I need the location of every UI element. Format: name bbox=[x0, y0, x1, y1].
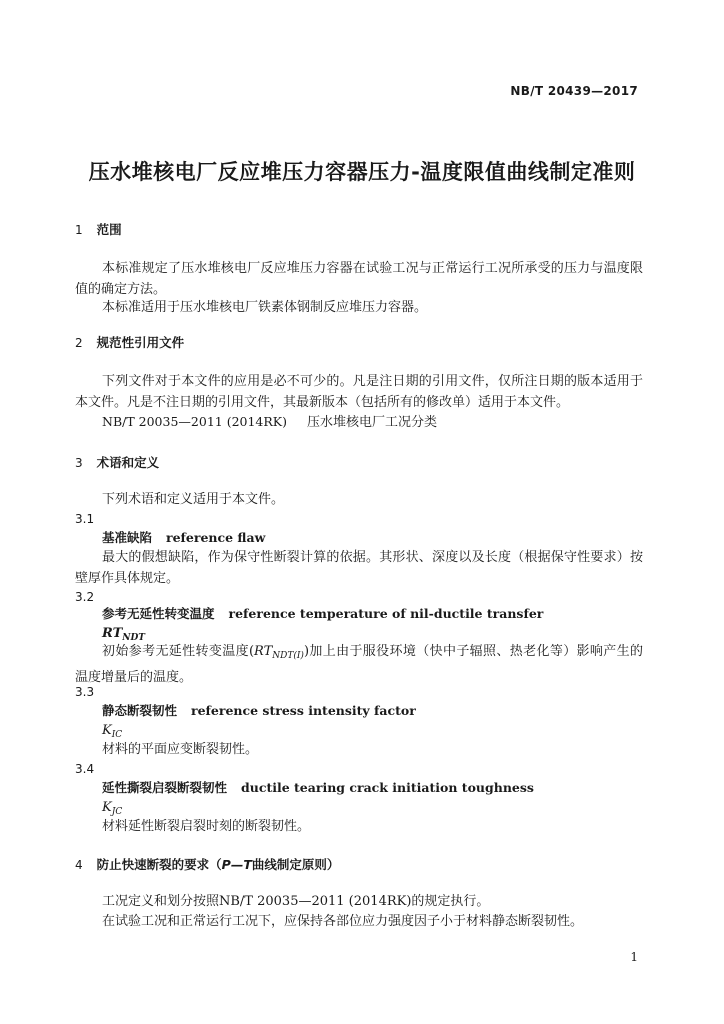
term-definition: 材料延性断裂启裂时刻的断裂韧性。 bbox=[102, 819, 311, 834]
section-1-heading bbox=[75, 220, 122, 241]
standard-code: NB/T 20439—2017 bbox=[510, 84, 638, 98]
reference-title: 压水堆核电厂工况分类 bbox=[307, 415, 438, 430]
section-2-heading bbox=[75, 333, 184, 354]
term-number: 3.4 bbox=[75, 762, 95, 776]
term-chinese-name: 延性撕裂启裂断裂韧性 bbox=[102, 780, 228, 795]
section-number: 2 bbox=[75, 336, 83, 350]
term-english-name: reference stress intensity factor bbox=[191, 703, 416, 718]
term-heading bbox=[102, 604, 543, 625]
section-1-paragraph-1: 本标准规定了压水堆核电厂反应堆压力容器在试验工况与正常运行工况所承受的压力与温度限值的确定方法。 bbox=[75, 261, 643, 297]
term-definition: 初始参考无延性转变温度$(RT_{NDT(I)})$加上由于服役环境（快中子辐照、热老化等）影响产生的温度增量后的温度。 bbox=[75, 644, 643, 685]
term-symbol: $RT_{NDT}$ bbox=[102, 626, 145, 643]
term-chinese-name: 静态断裂韧性 bbox=[102, 703, 178, 718]
section-number: 4 bbox=[75, 858, 83, 872]
reference-code: NB/T 20035—2011 (2014RK) bbox=[102, 414, 288, 429]
term-chinese-name: 基准缺陷 bbox=[102, 530, 153, 545]
section-3-heading bbox=[75, 453, 159, 474]
section-title: 术语和定义 bbox=[96, 455, 160, 470]
document-title: 压水堆核电厂反应堆压力容器压力-温度限值曲线制定准则 bbox=[88, 160, 636, 184]
term-symbol: $K_{IC}$ bbox=[102, 723, 123, 740]
term-english-name: ductile tearing crack initiation toughness bbox=[241, 780, 534, 795]
section-title: 规范性引用文件 bbox=[96, 335, 185, 350]
term-heading bbox=[102, 701, 416, 722]
section-1-paragraph-2: 本标准适用于压水堆核电厂铁素体钢制反应堆压力容器。 bbox=[102, 300, 428, 315]
term-definition: 材料的平面应变断裂韧性。 bbox=[102, 742, 259, 757]
section-4-heading bbox=[75, 855, 339, 876]
term-heading bbox=[102, 778, 534, 799]
section-4-paragraph-2: 在试验工况和正常运行工况下，应保持各部位应力强度因子小于材料静态断裂韧性。 bbox=[102, 914, 584, 929]
section-title: 防止快速断裂的要求（P—T曲线制定原则） bbox=[96, 857, 340, 872]
section-3-intro: 下列术语和定义适用于本文件。 bbox=[102, 492, 285, 507]
section-number: 1 bbox=[75, 223, 83, 237]
term-english-name: reference temperature of nil-ductile transfer bbox=[228, 606, 544, 621]
term-english-name: reference flaw bbox=[166, 530, 266, 545]
section-number: 3 bbox=[75, 456, 83, 470]
term-definition: 最大的假想缺陷，作为保守性断裂计算的依据。其形状、深度以及长度（根据保守性要求）按壁厚作具体规定。 bbox=[75, 550, 643, 586]
page-number: 1 bbox=[630, 950, 638, 964]
term-heading bbox=[102, 528, 265, 549]
section-2-paragraph-1: 下列文件对于本文件的应用是必不可少的。凡是注日期的引用文件，仅所注日期的版本适用于本文件。凡是不注日期的引用文件，其最新版本（包括所有的修改单）适用于本文件。 bbox=[75, 374, 643, 410]
term-symbol: $K_{JC}$ bbox=[102, 800, 123, 817]
term-number: 3.3 bbox=[75, 685, 95, 699]
section-title: 范围 bbox=[96, 222, 122, 237]
term-chinese-name: 参考无延性转变温度 bbox=[102, 606, 215, 621]
normative-reference bbox=[102, 412, 437, 433]
term-number: 3.1 bbox=[75, 512, 95, 526]
section-4-paragraph-1: 工况定义和划分按照NB/T 20035—2011 (2014RK)的规定执行。 bbox=[102, 894, 490, 909]
term-number: 3.2 bbox=[75, 590, 95, 604]
